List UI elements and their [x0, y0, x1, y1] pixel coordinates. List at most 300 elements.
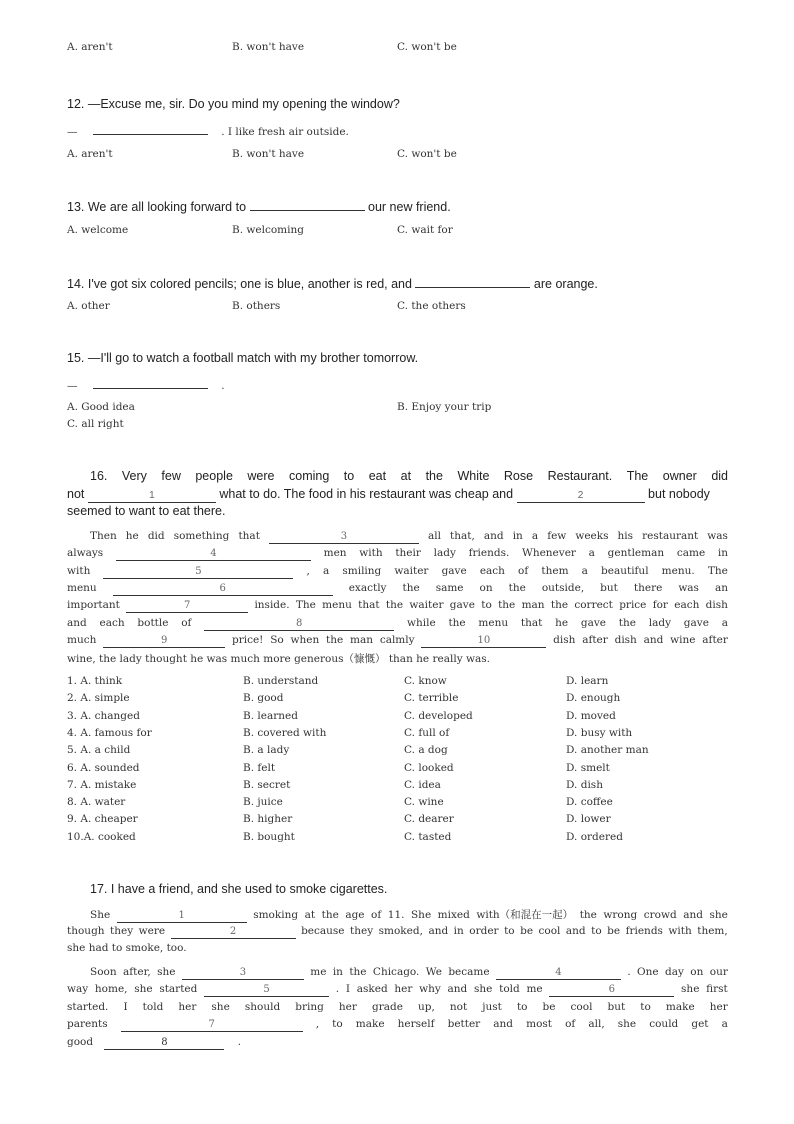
passage-line	[67, 925, 728, 939]
option: C. all right	[67, 418, 124, 430]
word: mixed	[437, 909, 470, 921]
word: The	[626, 469, 649, 483]
word: home,	[94, 983, 128, 996]
word: in	[717, 547, 728, 560]
word: not	[449, 1000, 468, 1013]
word: her	[709, 1000, 728, 1013]
word: and	[643, 633, 664, 646]
word: She	[90, 909, 111, 921]
option: B. covered with	[243, 726, 327, 739]
answer-blank[interactable]: 3	[182, 967, 304, 980]
word: gentleman	[607, 547, 665, 560]
word: coming	[289, 469, 330, 483]
word: her	[394, 983, 413, 996]
word: ,	[306, 564, 310, 577]
word: cool	[570, 1000, 593, 1013]
word: dish	[614, 633, 637, 646]
option: C. looked	[404, 761, 454, 774]
word: our	[709, 966, 728, 978]
answer-blank[interactable]: 2	[171, 926, 296, 939]
word: lady	[433, 547, 456, 560]
option: C. developed	[404, 709, 473, 722]
word: but	[607, 1000, 626, 1013]
word: the	[425, 469, 443, 483]
word: herself	[397, 1017, 435, 1030]
word: that,	[450, 530, 475, 542]
word: were	[138, 924, 166, 937]
word: So	[270, 633, 284, 646]
option: 10.A. cooked	[67, 830, 136, 843]
text: good	[67, 1036, 94, 1048]
word: first	[706, 983, 728, 996]
option: D. dish	[566, 778, 603, 791]
word: I	[345, 983, 351, 996]
word: the	[550, 599, 569, 612]
answer-blank[interactable]: 7	[126, 600, 248, 613]
word: men	[323, 547, 347, 560]
word: while	[406, 616, 436, 629]
passage-line	[67, 582, 728, 596]
word: started.	[67, 1000, 109, 1013]
dash: —	[67, 126, 78, 138]
word: smoked,	[378, 924, 423, 937]
word: wine	[670, 633, 696, 646]
q16-line-3: seemed to want to eat there.	[67, 504, 226, 518]
answer-blank-2[interactable]: 2	[517, 490, 645, 503]
word: restaurant	[642, 530, 699, 542]
word: the	[321, 909, 339, 921]
answer-blank[interactable]	[93, 376, 208, 389]
word: to	[343, 469, 355, 483]
word: Rose	[503, 469, 534, 483]
option: B. others	[232, 300, 281, 312]
word: I	[123, 1000, 128, 1013]
word: them,	[697, 924, 728, 937]
word: Very	[121, 469, 147, 483]
word: each	[99, 616, 125, 629]
word: few	[547, 530, 567, 542]
question-12: 12. —Excuse me, sir. Do you mind my opening the window?	[67, 97, 400, 111]
word: most	[526, 1017, 552, 1030]
word: 16.	[90, 469, 108, 483]
word: he	[125, 530, 139, 542]
option: C. terrible	[404, 692, 459, 705]
word: .	[335, 983, 340, 996]
word: the	[508, 581, 526, 594]
word: but	[600, 581, 618, 594]
word: a	[581, 564, 588, 577]
word: the	[448, 616, 466, 629]
word: gave	[441, 564, 467, 577]
option: A. other	[67, 300, 110, 312]
question-text: 14. I've got six colored pencils; one is blue, another is red, and	[67, 277, 412, 291]
option: B. secret	[243, 778, 291, 791]
word: there	[633, 581, 663, 594]
word: price!	[231, 633, 264, 646]
option: B. juice	[243, 796, 283, 809]
word: man	[521, 599, 545, 612]
answer-blank[interactable]: 7	[121, 1019, 303, 1032]
word: because	[301, 924, 345, 937]
word: she	[134, 983, 153, 996]
word: Then	[90, 530, 117, 542]
word: dish	[553, 633, 576, 646]
word: smiling	[342, 564, 382, 577]
question-text: 13. We are all looking forward to	[67, 200, 247, 214]
answer-blank[interactable]	[250, 198, 365, 211]
word: her	[178, 1000, 197, 1013]
word: exactly	[348, 581, 387, 594]
word: in	[332, 966, 343, 978]
text: what to do. The food in his restaurant was cheap and	[219, 487, 514, 501]
word: each	[674, 599, 700, 612]
answer-blank-1[interactable]: 1	[88, 490, 216, 503]
word: She	[410, 909, 432, 921]
word: when	[290, 633, 320, 646]
word: to	[591, 924, 602, 937]
q16-last-line: wine, the lady thought he was much more generous（慷慨） than he really was.	[67, 653, 490, 665]
word: told	[499, 983, 520, 996]
option: A. aren't	[67, 148, 113, 160]
option: D. lower	[566, 813, 611, 826]
word: me	[310, 966, 327, 978]
option: D. moved	[566, 709, 616, 722]
passage-line	[67, 634, 728, 648]
word: told	[142, 1000, 164, 1013]
word: waiter	[394, 564, 429, 577]
word: and	[483, 530, 504, 542]
word: after	[702, 633, 728, 646]
word: much	[67, 633, 97, 646]
question-12-reply	[67, 122, 349, 138]
option: B. won't have	[232, 148, 305, 160]
passage-line	[90, 907, 728, 923]
option: B. welcoming	[232, 224, 304, 236]
option: D. learn	[566, 675, 609, 687]
word: better	[447, 1017, 481, 1030]
word: with	[359, 547, 383, 560]
option: D. enough	[566, 692, 621, 705]
word: his	[617, 530, 634, 542]
word: the	[385, 599, 404, 612]
word: calmly	[379, 633, 415, 646]
word: menu.	[661, 564, 695, 577]
word: at	[400, 469, 412, 483]
word: with（和混在一起）	[476, 909, 574, 921]
word: day	[665, 966, 684, 978]
word: them	[541, 564, 569, 577]
text: .	[237, 1036, 242, 1048]
word: that	[520, 616, 543, 629]
word: weeks	[575, 530, 609, 542]
word: did	[711, 469, 728, 483]
word: after,	[122, 966, 151, 978]
word: she	[474, 983, 493, 996]
word: outside,	[541, 581, 585, 594]
word: to	[481, 599, 492, 612]
word: why	[419, 983, 441, 996]
option: A. aren't	[67, 41, 113, 53]
word: the	[326, 633, 344, 646]
option: 8. A. water	[67, 796, 126, 809]
word: he	[555, 616, 569, 629]
word: in	[453, 924, 464, 937]
word: should	[244, 1000, 281, 1013]
word: friends	[625, 924, 663, 937]
word: and	[493, 1017, 514, 1030]
word: get	[691, 1017, 709, 1030]
word: a	[323, 564, 330, 577]
word: wrong	[603, 909, 638, 921]
word: their	[395, 547, 421, 560]
word: menu	[67, 581, 97, 594]
passage-line	[90, 530, 728, 544]
word: We	[425, 966, 442, 978]
word: something	[173, 530, 230, 542]
option: B. understand	[243, 675, 319, 687]
word: owner	[662, 469, 697, 483]
word: bottle	[137, 616, 169, 629]
word: make	[665, 1000, 695, 1013]
option: B. bought	[243, 830, 295, 843]
word: people	[195, 469, 233, 483]
word: and	[428, 924, 449, 937]
word: bring	[295, 1000, 324, 1013]
option: 2. A. simple	[67, 692, 130, 705]
passage-line	[67, 617, 728, 631]
answer-blank[interactable]: 5	[204, 984, 329, 997]
question-15: 15. —I'll go to watch a football match with my brother tomorrow.	[67, 351, 419, 365]
option: C. the others	[397, 300, 466, 312]
q16-line-2	[67, 487, 710, 503]
word: in	[512, 530, 523, 542]
word: Chicago.	[372, 966, 420, 978]
word: few	[161, 469, 181, 483]
word: crowd	[643, 909, 677, 921]
answer-blank[interactable]	[93, 122, 208, 135]
option: C. full of	[404, 726, 450, 739]
word: each	[479, 564, 505, 577]
word: gave	[683, 616, 709, 629]
answer-blank[interactable]: 4	[116, 548, 311, 561]
option: D. busy with	[566, 726, 633, 739]
option: C. wait for	[397, 224, 453, 236]
word: a	[721, 616, 728, 629]
option: C. know	[404, 675, 447, 687]
answer-blank[interactable]: 8	[204, 618, 394, 631]
word: always	[67, 547, 104, 560]
word: did	[147, 530, 165, 542]
word: her	[338, 1000, 357, 1013]
word: she	[617, 1017, 637, 1030]
word: to	[516, 1000, 528, 1013]
answer-blank[interactable]: 3	[269, 531, 419, 544]
word: make	[355, 1017, 385, 1030]
option: D. another man	[566, 744, 649, 757]
word: and	[565, 924, 586, 937]
option: 7. A. mistake	[67, 778, 137, 791]
option: C. tasted	[404, 830, 452, 843]
word: that	[358, 599, 380, 612]
option: A. welcome	[67, 224, 129, 236]
word: same	[435, 581, 464, 594]
word: waiter	[409, 599, 444, 612]
word: price	[619, 599, 647, 612]
word: the	[579, 909, 597, 921]
word: and	[447, 983, 468, 996]
word: to	[332, 1017, 343, 1030]
answer-blank[interactable]: 4	[496, 967, 621, 980]
option: C. wine	[404, 796, 444, 809]
word: .	[627, 966, 631, 978]
option: B. felt	[243, 761, 276, 774]
passage-line	[67, 547, 728, 561]
word: The	[707, 564, 728, 577]
option: B. a lady	[243, 744, 290, 757]
word: gave	[449, 599, 475, 612]
word: me	[526, 983, 543, 996]
question-14	[67, 275, 598, 291]
question-13	[67, 198, 451, 214]
word: just	[482, 1000, 502, 1013]
word: the	[498, 599, 516, 612]
option: D. ordered	[566, 830, 623, 843]
option: 9. A. cheaper	[67, 813, 138, 826]
word: beautiful	[601, 564, 649, 577]
option: 6. A. sounded	[67, 761, 140, 774]
word: with	[67, 564, 91, 577]
word: and	[67, 616, 87, 629]
option: B. learned	[243, 709, 298, 722]
word: asked	[356, 983, 388, 996]
word: was	[678, 581, 699, 594]
option: C. a dog	[404, 744, 448, 757]
word: she	[681, 983, 700, 996]
word: be	[520, 924, 534, 937]
word: ,	[315, 1017, 320, 1030]
word: friends.	[468, 547, 510, 560]
word: for	[652, 599, 668, 612]
word: smoking	[253, 909, 299, 921]
word: a	[588, 547, 595, 560]
question-text: are orange.	[533, 277, 598, 291]
word: order	[469, 924, 499, 937]
word: gave	[580, 616, 606, 629]
word: she	[157, 966, 176, 978]
q16-line-1	[90, 469, 728, 483]
word: they	[110, 924, 134, 937]
reply-text: . I like fresh air outside.	[221, 126, 349, 138]
option: B. Enjoy your trip	[397, 401, 492, 413]
word: she	[709, 909, 728, 921]
answer-blank[interactable]: 6	[113, 583, 333, 596]
option: B. good	[243, 692, 284, 705]
option: D. coffee	[566, 796, 613, 809]
word: menu	[322, 599, 352, 612]
word: to	[504, 924, 515, 937]
answer-blank[interactable]: 6	[549, 984, 674, 997]
word: an	[714, 581, 728, 594]
text: but nobody	[648, 487, 710, 501]
option: B. higher	[243, 813, 293, 826]
option: 3. A. changed	[67, 709, 140, 722]
answer-blank[interactable]: 9	[103, 635, 225, 648]
word: cool	[538, 924, 561, 937]
word: the	[402, 581, 420, 594]
word: she	[211, 1000, 230, 1013]
option: C. won't be	[397, 41, 457, 53]
word: of	[518, 564, 529, 577]
word: 11.	[387, 909, 405, 921]
word: of	[371, 909, 382, 921]
answer-blank[interactable]	[415, 275, 530, 288]
passage-line	[67, 565, 728, 579]
word: after	[582, 633, 608, 646]
word: menu	[478, 616, 509, 629]
word: grade	[371, 1000, 403, 1013]
option: 5. A. a child	[67, 744, 131, 757]
passage-line	[67, 1001, 728, 1013]
q17-p1-last: she had to smoke, too.	[67, 942, 187, 954]
word: White	[457, 469, 490, 483]
period: .	[221, 380, 225, 392]
option: C. idea	[404, 778, 441, 791]
word: age	[345, 909, 365, 921]
word: a	[531, 530, 539, 542]
option: 4. A. famous for	[67, 726, 152, 739]
word: eat	[368, 469, 387, 483]
word: man	[350, 633, 374, 646]
word: dish	[705, 599, 728, 612]
word: on	[690, 966, 704, 978]
word: at	[304, 909, 316, 921]
passage-line	[67, 1018, 728, 1032]
word: with	[668, 924, 692, 937]
dash: —	[67, 380, 78, 392]
word: the	[349, 966, 367, 978]
option: C. dearer	[404, 813, 454, 826]
word: inside.	[254, 599, 290, 612]
option: B. won't have	[232, 41, 305, 53]
answer-blank[interactable]: 10	[421, 635, 546, 648]
option: D. smelt	[566, 761, 610, 774]
word: could	[649, 1017, 679, 1030]
passage-line	[67, 599, 728, 613]
word: to	[640, 1000, 651, 1013]
answer-blank[interactable]: 1	[117, 910, 247, 923]
word: correct	[574, 599, 613, 612]
word: they	[350, 924, 374, 937]
answer-blank[interactable]: 5	[103, 566, 293, 579]
passage-line	[90, 966, 728, 980]
word: parents	[67, 1017, 108, 1030]
word: of	[181, 616, 192, 629]
option: C. won't be	[397, 148, 457, 160]
answer-blank-8[interactable]: 8	[104, 1037, 224, 1050]
word: on	[479, 581, 493, 594]
word: that	[238, 530, 260, 542]
word: a	[721, 1017, 728, 1030]
word: Soon	[90, 966, 117, 978]
word: came	[676, 547, 706, 560]
word: became	[448, 966, 490, 978]
q17-last-line	[67, 1036, 241, 1050]
word: though	[67, 924, 105, 937]
question-17-title: 17. I have a friend, and she used to smoke cigarettes.	[90, 882, 388, 896]
word: Whenever	[522, 547, 576, 560]
word: all,	[588, 1017, 605, 1030]
word: all	[428, 530, 441, 542]
